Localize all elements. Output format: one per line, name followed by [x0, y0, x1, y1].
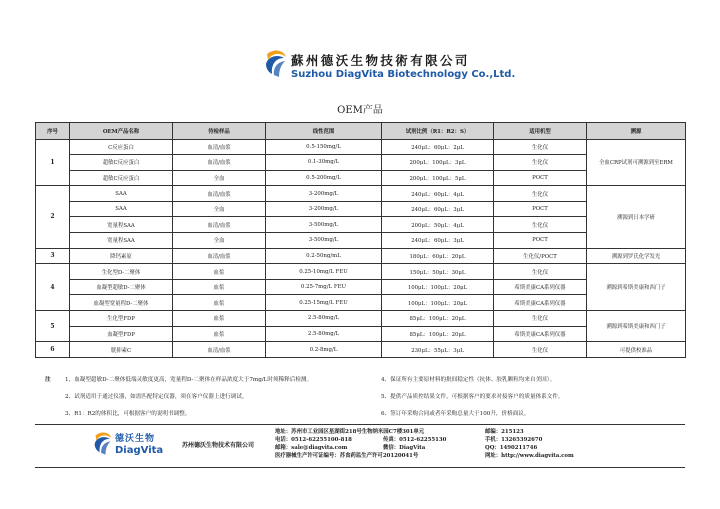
cell-range: 0.25-10mg/L FEU — [266, 264, 382, 280]
cell-sample: 全血 — [173, 201, 266, 217]
cell-range: 3-500mg/L — [266, 233, 382, 249]
cell-instrument: 生化仪 — [494, 342, 587, 358]
cell-sample: 全血 — [173, 170, 266, 186]
cell-sample: 血浆 — [173, 295, 266, 311]
footer-fax: 传真：0512-62255130 — [383, 437, 447, 443]
cell-range: 0.5-150mg/L — [266, 139, 382, 155]
cell-ratio: 150μL：50μL：30μL — [382, 264, 494, 280]
note-item: 1、血凝型超敏D-二聚体低端灵敏度更高，宽量程D-二聚体在样品浓度大于7mg/L时须稀释后检测。 — [65, 377, 313, 383]
group-number: 4 — [36, 264, 70, 311]
cell-instrument: 希斯美康CA系列仪器 — [494, 326, 587, 342]
cell-product: 超敏C反应蛋白 — [70, 155, 173, 171]
cell-ratio: 200μL：100μL：5μL — [382, 170, 494, 186]
table-row — [36, 342, 686, 358]
cell-ratio: 230μL：55μL：3μL — [382, 342, 494, 358]
cell-ratio: 200μL：50μL：4μL — [382, 217, 494, 233]
cell-range: 3-200mg/L — [266, 186, 382, 202]
header-linear-range: 线性范围 — [266, 123, 382, 140]
cell-sample: 血清/血浆 — [173, 186, 266, 202]
cell-sample: 血清/血浆 — [173, 217, 266, 233]
cell-ratio: 240μL：60μL：3μL — [382, 201, 494, 217]
footer-company: 苏州德沃生物技术有限公司 — [182, 442, 255, 449]
cell-trace: 溯源到日本学研 — [587, 186, 686, 248]
cell-range: 0.2-50ng/mL — [266, 248, 382, 264]
cell-instrument: 生化仪 — [494, 264, 587, 280]
cell-trace: 溯源到罗氏化学发光 — [587, 248, 686, 264]
cell-ratio: 180μL：60μL：20μL — [382, 248, 494, 264]
cell-sample: 血浆 — [173, 326, 266, 342]
footer-mobile: 手机：13265392670 — [485, 437, 543, 443]
footer-website: 网址：http://www.diagvita.com — [485, 453, 574, 459]
footer-phone: 电话：0512-62255100-818 — [275, 437, 352, 443]
cell-product: 胱抑素C — [70, 342, 173, 358]
cell-product: SAA — [70, 201, 173, 217]
cell-range: 3-200mg/L — [266, 201, 382, 217]
notes-label: 注 — [45, 377, 51, 383]
note-item: 5、提供产品质控结果文件，可根据客户的要求对接客户的质量体系文件。 — [381, 394, 564, 400]
cell-ratio: 85μL：100μL：20μL — [382, 326, 494, 342]
cell-range: 0.25-7mg/L FEU — [266, 279, 382, 295]
header-sample: 待检样品 — [173, 123, 266, 140]
cell-sample: 全血 — [173, 233, 266, 249]
cell-product: 生化型D-二聚体 — [70, 264, 173, 280]
footer-brand-cn: 德沃生物 — [115, 434, 156, 444]
cell-instrument: POCT — [494, 233, 587, 249]
cell-ratio: 240μL：60μL：3μL — [382, 233, 494, 249]
table-header-row — [36, 123, 686, 140]
cell-sample: 血清/血浆 — [173, 155, 266, 171]
footer-address: 地址：苏州市工业园区星湖街218号生物纳米园C7楼301单元 — [275, 429, 425, 435]
table-row — [36, 311, 686, 327]
note-item: 4、保证所有主要原材料的批间稳定性（抗体、胶乳颗粒均来自美国）。 — [381, 377, 556, 383]
company-name-en: Suzhou DiagVita Biotechnology Co.,Ltd. — [291, 69, 516, 80]
oem-product-table — [35, 122, 686, 358]
diagvita-logo-icon — [264, 48, 288, 78]
footer-qq: QQ：1490211746 — [485, 445, 538, 451]
group-number: 1 — [36, 139, 70, 186]
cell-instrument: 生化仪 — [494, 311, 587, 327]
contact-footer — [35, 424, 685, 468]
cell-instrument: POCT — [494, 170, 587, 186]
diagvita-logo-icon — [93, 430, 113, 456]
cell-product: 血凝型宽量程D-二聚体 — [70, 295, 173, 311]
cell-product: SAA — [70, 186, 173, 202]
table-row — [36, 186, 686, 202]
cell-range: 0.2-8mg/L — [266, 342, 382, 358]
header-reagent-ratio: 试剂比例（R1：R2：S） — [382, 123, 494, 140]
cell-ratio: 200μL：100μL：3μL — [382, 155, 494, 171]
company-name-cn: 蘇州德沃生物技術有限公司 — [291, 53, 470, 68]
footer-postcode: 邮编：215123 — [485, 429, 524, 435]
cell-ratio: 100μL：100μL：20μL — [382, 295, 494, 311]
footer-email: 邮箱：sale@diagvita.com — [275, 445, 348, 451]
cell-ratio: 85μL：100μL：20μL — [382, 311, 494, 327]
cell-range: 2.5-80mg/L — [266, 326, 382, 342]
cell-product: 宽量程SAA — [70, 233, 173, 249]
cell-product: 血凝型FDP — [70, 326, 173, 342]
cell-ratio: 240μL：60μL：4μL — [382, 186, 494, 202]
page-title: OEM产品 — [337, 105, 383, 116]
cell-sample: 血浆 — [173, 279, 266, 295]
cell-product: 血凝型超敏D-二聚体 — [70, 279, 173, 295]
cell-sample: 血浆 — [173, 264, 266, 280]
table-row — [36, 248, 686, 264]
note-item: 6、签订年采购合同或者年采购总量大于100升，价格面议。 — [381, 411, 530, 417]
cell-instrument: POCT — [494, 201, 587, 217]
cell-trace: 可提供校准品 — [587, 342, 686, 358]
cell-instrument: 生化仪 — [494, 155, 587, 171]
cell-range: 3-500mg/L — [266, 217, 382, 233]
cell-range: 0.1-30mg/L — [266, 155, 382, 171]
group-number: 6 — [36, 342, 70, 358]
cell-instrument: 希斯美康CA系列仪器 — [494, 295, 587, 311]
cell-instrument: 生化仪 — [494, 139, 587, 155]
group-number: 2 — [36, 186, 70, 248]
cell-ratio: 240μL：60μL：2μL — [382, 139, 494, 155]
cell-trace: 全血CRP试剂可溯源到至ERM — [587, 139, 686, 186]
footer-license: 医疗器械生产许可证编号：苏食药监生产许可20120041号 — [275, 453, 419, 459]
cell-range: 0.5-200mg/L — [266, 170, 382, 186]
cell-instrument: 生化仪 — [494, 186, 587, 202]
cell-instrument: 生化仪 — [494, 217, 587, 233]
group-number: 5 — [36, 311, 70, 342]
cell-range: 2.5-80mg/L — [266, 311, 382, 327]
cell-instrument: 希斯美康CA系列仪器 — [494, 279, 587, 295]
cell-trace: 溯源到希斯美康和西门子 — [587, 311, 686, 342]
table-row — [36, 139, 686, 155]
cell-sample: 血清/血浆 — [173, 342, 266, 358]
header-traceability: 溯源 — [587, 123, 686, 140]
group-number: 3 — [36, 248, 70, 264]
cell-instrument: 生化仪/POCT — [494, 248, 587, 264]
cell-trace: 溯源到希斯美康和西门子 — [587, 264, 686, 311]
cell-range: 0.25-15mg/L FEU — [266, 295, 382, 311]
note-item: 3、R1：R2的体积比，可根据客户的说明书调整。 — [65, 411, 191, 417]
cell-sample: 血清/血浆 — [173, 248, 266, 264]
header-no: 序号 — [36, 123, 70, 140]
cell-product: 超敏C反应蛋白 — [70, 170, 173, 186]
footer-brand-en: DiagVita — [115, 445, 164, 456]
cell-product: 降钙素原 — [70, 248, 173, 264]
note-item: 2、试剂适用于通过仪器，如需匹配特定仪器，须在客户仪器上进行调试。 — [65, 394, 248, 400]
cell-ratio: 100μL：100μL：20μL — [382, 279, 494, 295]
cell-sample: 血浆 — [173, 311, 266, 327]
header-product: OEM产品名称 — [70, 123, 173, 140]
cell-product: C反应蛋白 — [70, 139, 173, 155]
table-row — [36, 264, 686, 280]
header-instrument: 适用机型 — [494, 123, 587, 140]
cell-product: 生化型FDP — [70, 311, 173, 327]
cell-sample: 血清/血浆 — [173, 139, 266, 155]
cell-product: 宽量程SAA — [70, 217, 173, 233]
footer-wechat: 微信：DiagVita — [383, 445, 426, 451]
